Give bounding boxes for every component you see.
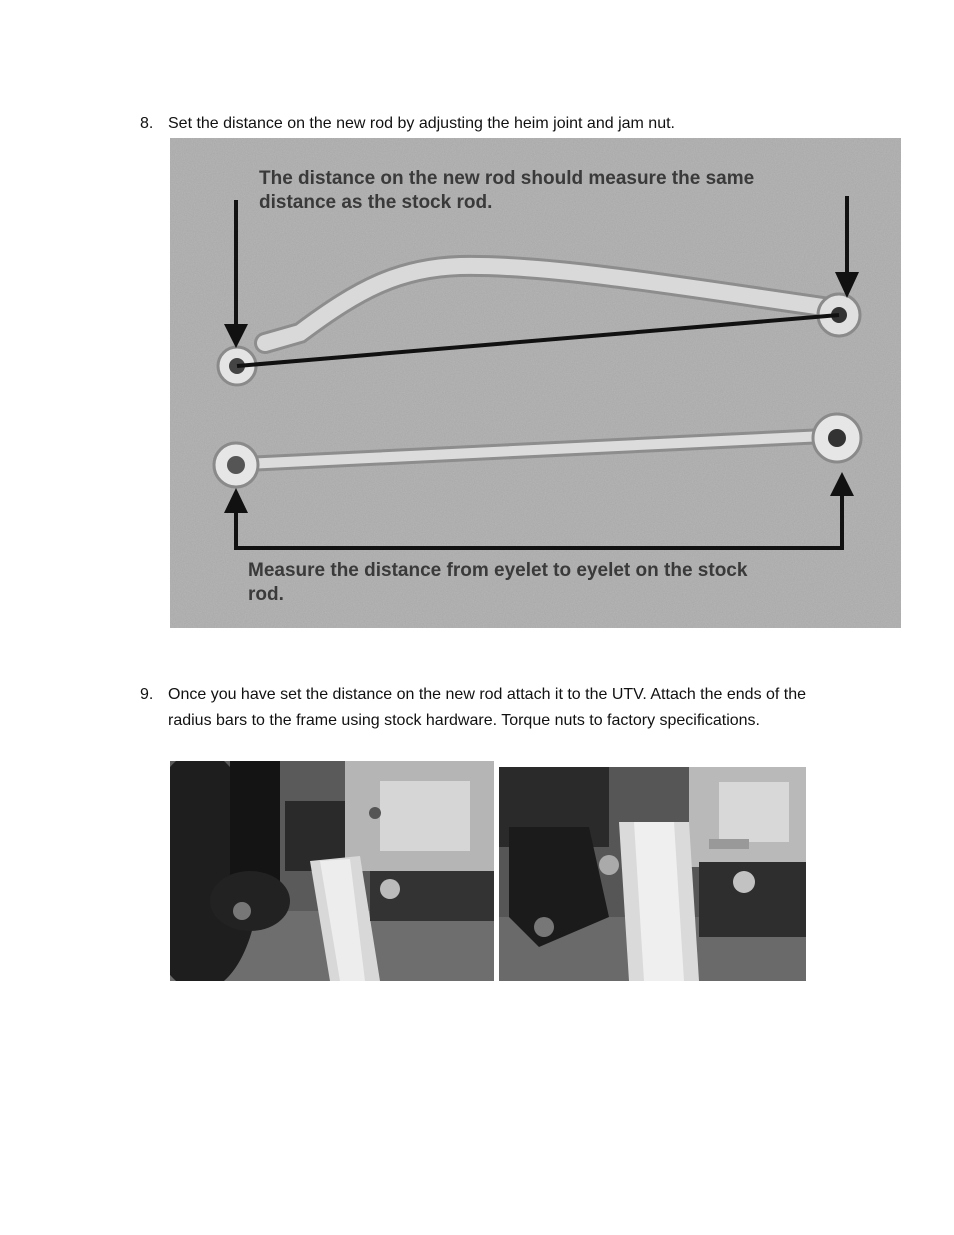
step-9 — [140, 682, 840, 734]
step-text: Once you have set the distance on the new rod attach it to the UTV. Attach the ends of the radius bars to the frame using stock hardware. Torque nuts to factory specifications. — [168, 686, 807, 729]
callout-stock-rod: Measure the distance from eyelet to eyelet on the stock rod. — [248, 560, 748, 605]
step-number: 8. — [140, 115, 154, 132]
installed-photo-left — [170, 761, 494, 981]
installed-left-graphic — [170, 761, 494, 981]
step-8 — [140, 111, 840, 137]
installed-photo-right — [499, 767, 806, 981]
step-number: 9. — [140, 686, 154, 703]
step-text: Set the distance on the new rod by adjusting the heim joint and jam nut. — [168, 115, 675, 132]
callout-new-rod: The distance on the new rod should measure the same distance as the stock rod. — [259, 168, 755, 213]
installed-right-graphic — [499, 767, 806, 981]
rods-comparison-photo — [170, 138, 901, 628]
